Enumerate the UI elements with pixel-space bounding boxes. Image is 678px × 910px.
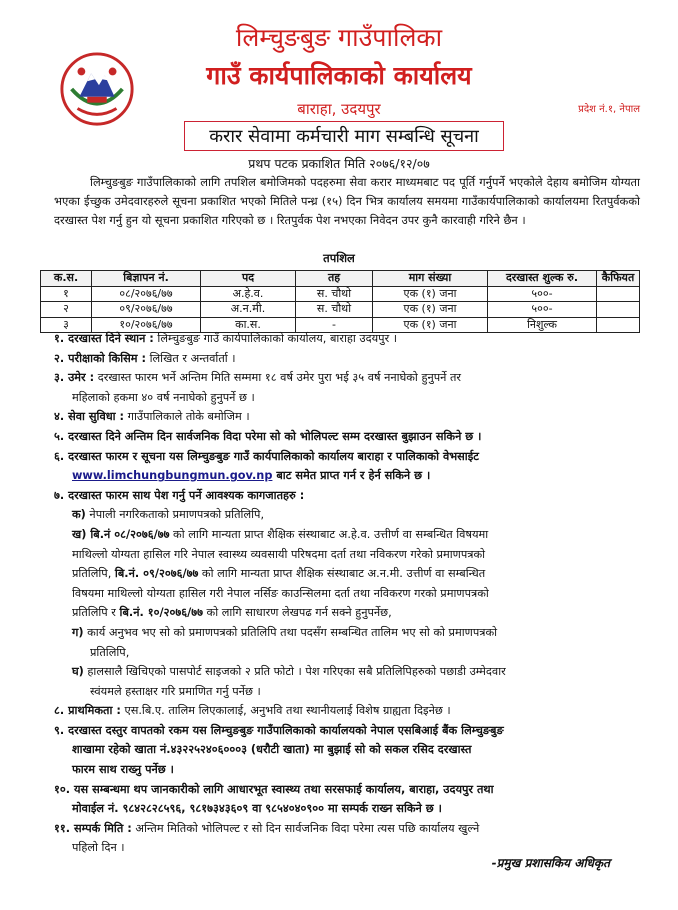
- publish-date: प्रथप पटक प्रकाशित मिति २०७६/१२/०७: [248, 156, 430, 171]
- col-header: पद: [201, 271, 296, 287]
- table-cell: -: [296, 317, 373, 333]
- province-label: प्रदेश नं.१, नेपाल: [578, 104, 640, 115]
- table-header-row: [41, 271, 640, 287]
- table-cell: स. चौथो: [296, 302, 373, 318]
- list-item: ११. सम्पर्क मिति : अन्तिम मितिको भोलिपल्ट र सो दिन सार्वजनिक विदा परेमा त्यस पछि कार्यालय खुल्ने: [54, 821, 480, 835]
- list-item: १. दरखास्त दिने स्थान : लिम्चुङबुङ गाउँ कार्यपालिकाको कार्यालय, बाराहा उदयपुर ।: [54, 332, 398, 345]
- signature: -प्रमुख प्रशासकिय अधिकृत: [491, 856, 610, 870]
- table-cell: ०८/२०७६/७७: [92, 286, 201, 302]
- table-cell: अ.हे.व.: [201, 286, 296, 302]
- table-cell: एक (१) जना: [373, 286, 488, 302]
- list-item-continued: www.limchungbungmun.gov.np बाट समेत प्राप्त गर्न र हेर्न सकिने छ ।: [72, 469, 431, 483]
- notice-title: करार सेवामा कर्मचारी माग सम्बन्धि सूचना: [184, 121, 504, 151]
- sub-item-continued: माथिल्लो योग्यता हासिल गरि नेपाल स्वास्थ्य व्यवसायी परिषदमा दर्ता तथा नविकरण गरेको प्रमाणपत्रको: [72, 547, 486, 561]
- table-cell: का.स.: [201, 317, 296, 333]
- list-item: ६. दरखास्त फारम र सूचना यस लिम्चुङबुङ गाउँ कार्यपालिकाको कार्यालय बाराहा र पालिकाको वेभसाईट: [54, 449, 479, 463]
- table-cell: ०९/२०७६/७७: [92, 302, 201, 318]
- list-item: ३. उमेर : दरखास्त फारम भर्ने अन्तिम मिति सम्ममा १८ वर्ष उमेर पुरा भई ३५ वर्ष ननाघेको हुनुपर्ने तर: [54, 371, 462, 385]
- list-item-continued: पहिलो दिन ।: [72, 841, 125, 855]
- table-cell: ५००-: [488, 302, 597, 318]
- table-row: [41, 302, 640, 318]
- table-cell: ३: [41, 317, 92, 333]
- table-row: [41, 286, 640, 302]
- table-cell: निशुल्क: [488, 317, 597, 333]
- table-cell: २: [41, 302, 92, 318]
- office-address: बाराहा, उदयपुर: [297, 100, 381, 118]
- table-title: तपशिल: [323, 251, 355, 265]
- intro-paragraph: लिम्चुङबुङ गाउँपालिकाको लागि तपशिल बमोजिमको पदहरुमा सेवा करार माध्यमबाट पद पूर्ति गर्नुपर्ने भएकोले देहाय बमोजिम योग्यता भएका ईच्छुक उमेदवारहरुले सूचना प्रकाशित भएको मितिले पन्ध्र (१५) दिन भित्र कार्यालय समयमा गाउँकार्यपालिकाको कार्यालयमा रितपुर्वकको दरखास्त पेश गर्नु हुन यो सूचना प्रकाशित गरिएको छ । रितपुर्वक पेश नभएका निवेदन उपर कुनै कारवाही गरिने छैन ।: [54, 175, 640, 227]
- table-cell: १०/२०७६/७७: [92, 317, 201, 333]
- col-header: क.स.: [41, 271, 92, 287]
- col-header: कैफियत: [597, 271, 640, 287]
- table-cell: १: [41, 286, 92, 302]
- table-cell: ५००-: [488, 286, 597, 302]
- notice-items: [54, 329, 644, 858]
- list-item-continued: शाखामा रहेको खाता नं.४३२२५२४०६०००३ (धरौटी खाता) मा बुझाई सो को सकल रसिद दरखास्त: [72, 743, 472, 757]
- list-item: ८. प्राथमिकता : एस.बि.ए. तालिम लिएकालाई, अनुभवि तथा स्थानीयलाई विशेष ग्राह्यता दिइनेछ ।: [54, 704, 451, 718]
- table-cell: अ.न.मी.: [201, 302, 296, 318]
- col-header: माग संख्या: [373, 271, 488, 287]
- table-cell: [597, 286, 640, 302]
- sub-item-continued: प्रतिलिपि, बि.नं. ०९/२०७६/७७ को लागि मान्यता प्राप्त शैक्षिक संस्थाबाट अ.न.मी. उत्तीर्ण वा सम्बन्धित: [72, 567, 486, 581]
- table-cell: एक (१) जना: [373, 317, 488, 333]
- sub-item: घ) हालसालै खिचिएको पासपोर्ट साइजको २ प्रति फोटो । पेश गरिएका सबै प्रतिलिपिहरुको पछाडी उम्मेदवार: [72, 665, 506, 679]
- table-cell: स. चौथो: [296, 286, 373, 302]
- office-name: गाउँ कार्यपालिकाको कार्यालय: [206, 61, 472, 90]
- list-item: २. परीक्षाको किसिम : लिखित र अन्तर्वार्ता ।: [54, 351, 236, 365]
- list-item: ५. दरखास्त दिने अन्तिम दिन सार्वजनिक विदा परेमा सो को भोलिपल्ट सम्म दरखास्त बुझाउन सकिने छ ।: [54, 429, 482, 443]
- list-item: ९. दरखास्त दस्तुर वापतको रकम यस लिम्चुङबुङ गाउँपालिकाको कार्यालयको नेपाल एसबिआई बैंक लिम्चुङबुङ: [54, 723, 504, 737]
- sub-item-continued: स्वंयमले हस्ताक्षर गरि प्रमाणित गर्नु पर्नेछ ।: [90, 684, 261, 698]
- sub-item-continued: प्रतिलिपि,: [90, 645, 130, 659]
- table-cell: [597, 302, 640, 318]
- col-header: बिज्ञापन नं.: [92, 271, 201, 287]
- municipality-name: लिम्चुङबुङ गाउँपालिका: [235, 23, 443, 52]
- list-item: ७. दरखास्त फारम साथ पेश गर्नु पर्ने आवश्यक कागजातहरु :: [54, 488, 305, 502]
- col-header: तह: [296, 271, 373, 287]
- sub-item-continued: प्रतिलिपि र बि.नं. १०/२०७६/७७ को लागि साधारण लेखपढ गर्न सक्ने हुनुपर्नेछ,: [72, 606, 392, 620]
- vacancy-table: [40, 270, 640, 333]
- sub-item: क) नेपाली नगरिकताको प्रमाणपत्रको प्रतिलिपि,: [72, 508, 265, 522]
- list-item-continued: मोवाईल नं. ९८४२८२८५९६, ९८१७३४३६०९ वा ९८५४०४०९०० मा सम्पर्क राख्न सकिने छ ।: [72, 802, 442, 816]
- sub-item: ग) कार्य अनुभव भए सो को प्रमाणपत्रको प्रतिलिपि तथा पदसँग सम्बन्धित तालिम भए सो को प्रमाणपत्रको: [72, 625, 498, 639]
- col-header: दरखास्त शुल्क रु.: [488, 271, 597, 287]
- website-link[interactable]: www.limchungbungmun.gov.np: [72, 469, 273, 483]
- table-cell: एक (१) जना: [373, 302, 488, 318]
- list-item-continued: महिलाको हकमा ४० वर्ष ननाघेको हुनुपर्ने छ ।: [72, 390, 255, 404]
- sub-item: ख) बि.नं ०८/२०७६/७७ को लागि मान्यता प्राप्त शैक्षिक संस्थाबाट अ.हे.व. उत्तीर्ण वा सम्बन्धित विषयमा: [72, 527, 489, 541]
- list-item-continued: फारम साथ राख्नु पर्नेछ ।: [72, 763, 174, 777]
- list-item: ४. सेवा सुविधा : गाउँपालिकाले तोके बमोजिम ।: [54, 410, 250, 424]
- sub-item-continued: विषयमा माथिल्लो योग्यता हासिल गरी नेपाल नर्सिङ काउन्सिलमा दर्ता तथा नविकरण गरको प्रमाणपत्रको: [72, 586, 489, 600]
- list-item: १०. यस सम्बन्धमा थप जानकारीको लागि आधारभूत स्वास्थ्य तथा सरसफाई कार्यालय, बाराहा, उदयपुर तथा: [54, 782, 494, 796]
